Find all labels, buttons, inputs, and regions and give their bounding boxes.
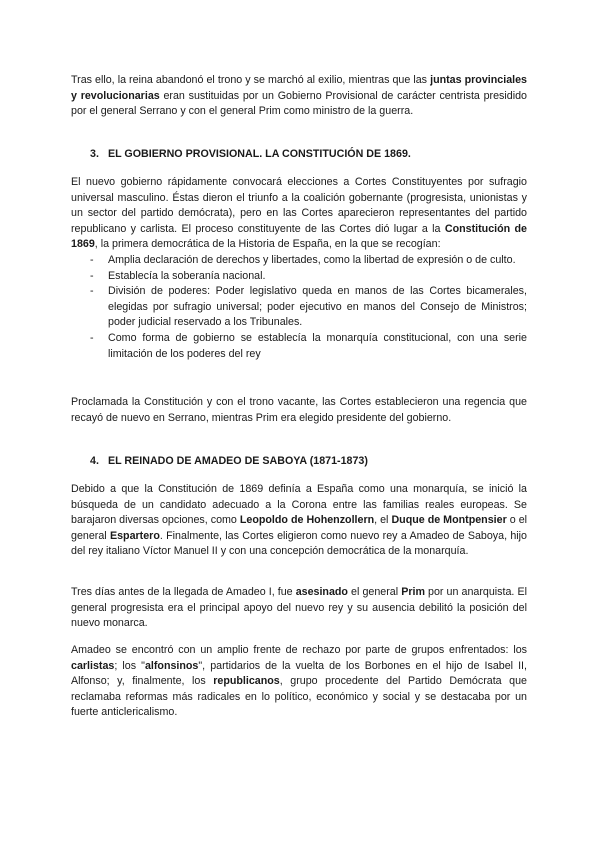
s4-p3-text-1: Amadeo se encontró con un amplio frente de rechazo por parte de grupos enfrentados: los (71, 644, 527, 656)
intro-text-1: Tras ello, la reina abandonó el trono y se marchó al exilio, mientras que las (71, 74, 431, 86)
list-item-text: Establecía la soberanía nacional. (108, 269, 266, 282)
bullet-dash: - (90, 331, 94, 344)
bullet-dash: - (90, 269, 94, 282)
list-item-text: Amplia declaración de derechos y libertades, como la libertad de expresión o de culto. (108, 253, 516, 266)
s3-p1-text-2: , la primera democrática de la Historia de España, en la que se recogían: (94, 238, 441, 251)
s4-p1-text-1: Debido a que la Constitución de 1869 definía a España como una monarquía, se inició la búsqueda de un candidato adecuado a la Corona entre las familias reales europeas. Se barajaron diversas opciones, como (71, 483, 527, 527)
intro-bold-juntas: juntas provinciales y revolucionarias (71, 74, 527, 102)
bullet-dash: - (90, 285, 94, 298)
s4-p1-text-4: . Finalmente, las Cortes eligieron como nuevo rey a Amadeo de Saboya, hijo del rey italiano Víctor Manuel II y con una concepción democrática de la monarquía. (71, 529, 527, 558)
s4-p2-text-1: Tres días antes de la llegada de Amadeo I, fue (71, 586, 296, 598)
s4-p3-text-3: ", partidarios de la vuelta de los Borbones en el hijo de Isabel II, Alfonso; y, finalmente, los (71, 659, 527, 688)
s4-p1-bold-hohenzollern: Leopoldo de Hohenzollern (239, 514, 375, 527)
section-4-number: 4. (90, 455, 99, 467)
section-4-heading (71, 454, 527, 470)
s4-p3-bold-republicanos: republicanos (213, 675, 280, 688)
section-4-paragraph-2 (71, 585, 527, 632)
s4-p3-text-4: , grupo procedente del Partido Demócrata que reclamaba reformas más radicales en lo político, económico y social y se destacaba por un fuerte anticlericalismo. (71, 675, 527, 719)
s3-p1-text-1: El nuevo gobierno rápidamente convocará elecciones a Cortes Constituyentes por sufragio universal masculino. Éstas dieron el triunfo a la coalición gobernante (progresista, unionistas y un sector del partido demócrata), pero en las Cortes aparecieron representantes del partido republicano y carlista. El proceso constituyente de las Cortes dió lugar a la (71, 176, 527, 235)
s4-p3-text-2: ; los " (114, 659, 145, 672)
s4-p1-text-3: o el general (71, 514, 528, 542)
s4-p1-text-2: , el (374, 514, 392, 527)
constitution-features-list (71, 253, 527, 362)
s3-p1-bold-constitucion: Constitución de 1869 (71, 222, 527, 251)
s4-p2-bold-asesinado: asesinado (295, 586, 348, 598)
s4-p3-bold-alfonsinos: alfonsinos (144, 659, 199, 672)
s4-p1-bold-espartero: Espartero (109, 529, 160, 542)
s4-p1-bold-montpensier: Duque de Montpensier (391, 514, 507, 527)
section-3-number: 3. (90, 148, 99, 160)
s4-p2-text-2: el general (347, 586, 402, 598)
s4-p2-text-3: por un anarquista. El general progresista era el principal apoyo del nuevo rey y su ausencia debilitó la posición del nuevo monarca. (71, 586, 527, 630)
section-3-heading (71, 147, 527, 163)
section-3-body (71, 175, 527, 362)
bullet-dash: - (90, 253, 94, 266)
intro-paragraph (71, 73, 527, 120)
list-item-text: Como forma de gobierno se establecía la monarquía constitucional, con una serie limitación de los poderes del rey (108, 331, 527, 360)
s4-p2-bold-prim: Prim (401, 586, 425, 598)
list-item (71, 284, 527, 331)
section-4-title: EL REINADO DE AMADEO DE SABOYA (1871-1873) (108, 455, 368, 467)
list-item-text: División de poderes: Poder legislativo queda en manos de las Cortes bicamerales, elegidas por sufragio universal; poder ejecutivo en manos del Consejo de Ministros; poder judicial reservado a los Tribunales. (108, 285, 527, 329)
s3-p2-text: Proclamada la Constitución y con el trono vacante, las Cortes establecieron una regencia que recayó de nuevo en Serrano, mientras Prim era elegido presidente del gobierno. (71, 396, 527, 424)
list-item (71, 331, 527, 362)
list-item (71, 269, 527, 285)
intro-text-2: eran sustituidas por un Gobierno Provisional de carácter centrista presidido por el general Serrano y con el general Prim como ministro de la guerra. (71, 89, 527, 118)
section-3-title: EL GOBIERNO PROVISIONAL. LA CONSTITUCIÓN DE 1869. (108, 148, 411, 160)
section-4-paragraph-1 (71, 482, 527, 560)
section-4-paragraph-3 (71, 643, 527, 721)
s4-p3-bold-carlistas: carlistas (71, 659, 115, 672)
list-item (71, 253, 527, 269)
section-3-paragraph-2 (71, 395, 527, 426)
section-3-paragraph-1 (71, 175, 527, 253)
